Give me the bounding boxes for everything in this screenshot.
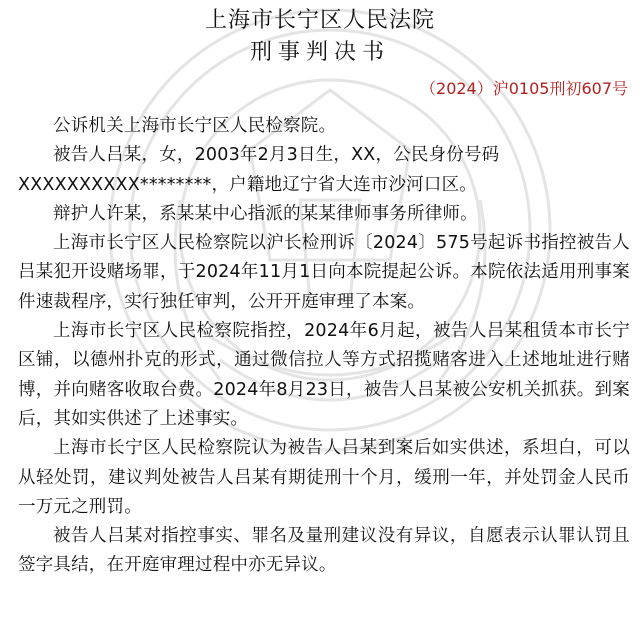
charges-paragraph: 上海市长宁区人民检察院指控，2024年6月起，被告人吕某租赁本市长宁区铺，以德州扑克的形式，通过微信拉人等方式招揽赌客进入上述地址进行赌博，并向赌客收取台费。2024年8月23日，被告人吕某被公安机关抓获。到案后，其如实供述了上述事实。 <box>18 321 630 429</box>
judgment-body <box>18 112 630 581</box>
case-number: （2024）沪0105刑初607号 <box>420 79 628 98</box>
document-title: 刑事判决书 <box>249 40 390 65</box>
defendant-paragraph: 被告人吕某，女，2003年2月3日生，XX，公民身份号码 <box>53 145 500 166</box>
defense-counsel-paragraph: 辩护人许某，系某某中心指派的某某律师事务所律师。 <box>53 203 478 224</box>
prosecution-filing-paragraph: 上海市长宁区人民检察院以沪长检刑诉〔2024〕575号起诉书指控被告人吕某犯开设赌场罪，于2024年11月1日向本院提起公诉。本院依法适用刑事案件速裁程序，实行独任审判，公开开庭审理了本案。 <box>18 233 630 312</box>
court-name: 上海市长宁区人民法院 <box>204 8 435 33</box>
defendant-id-paragraph: XXXXXXXXXX********，户籍地辽宁省大连市沙河口区。 <box>18 174 477 195</box>
sentencing-recommendation-paragraph: 上海市长宁区人民检察院认为被告人吕某到案后如实供述，系坦白，可以从轻处罚，建议判处被告人吕某有期徒刑十个月，缓刑一年，并处罚金人民币一万元之刑罚。 <box>18 438 630 517</box>
defendant-plea-paragraph: 被告人吕某对指控事实、罪名及量刑建议没有异议，自愿表示认罪认罚且签字具结，在开庭审理过程中亦无异议。 <box>18 526 630 576</box>
prosecutor-paragraph: 公诉机关上海市长宁区人民检察院。 <box>53 116 337 136</box>
